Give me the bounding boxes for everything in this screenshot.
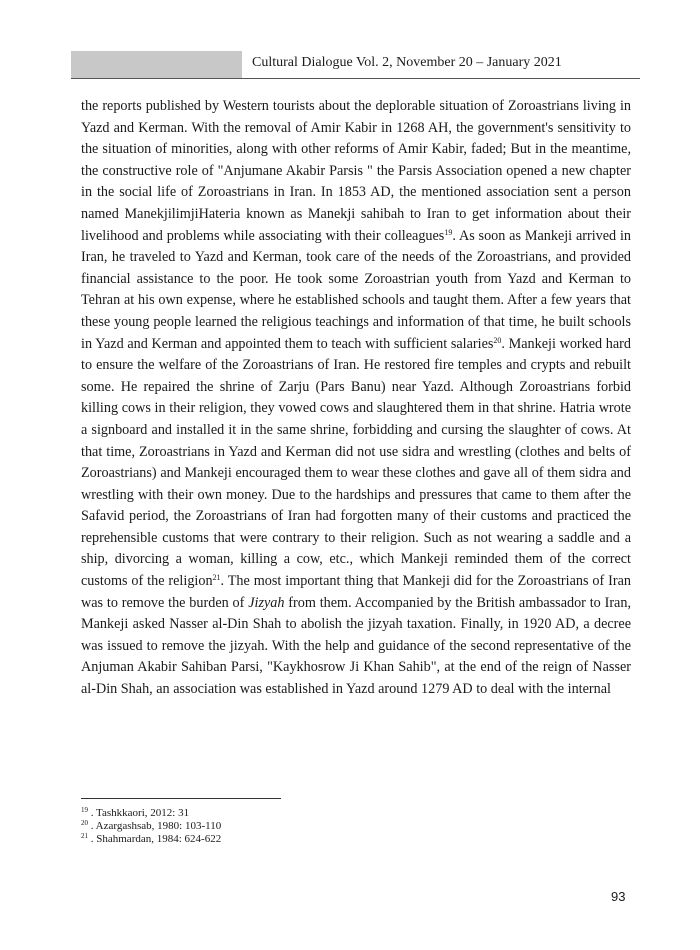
body-text-segment: from them. Accompanied by the British ambassador to Iran, Mankeji asked Nasser al-Din Shah to abolish the jizyah taxation. Finally, in 1920 AD, a decree was issued to remove the jizyah. With the help and guidance of the second representative of the Anjuman Akabir Sahiban Parsi, "Kaykhosrow Ji Khan Sahib", at the end of the reign of Nasser al-Din Shah, an association was established in Yazd around 1279 AD to deal with the internal [81, 594, 631, 698]
header-gray-block [71, 51, 242, 78]
italic-term: Jizyah [248, 594, 285, 611]
footnotes [81, 807, 481, 846]
header-rule [71, 78, 640, 79]
footnote-rule [81, 798, 281, 799]
footnote-ref-21[interactable]: 21 [212, 573, 221, 583]
footnote-21 [81, 833, 481, 846]
footnote-number: 19 [81, 806, 88, 814]
footnote-text: . Shahmardan, 1984: 624-622 [88, 833, 222, 845]
body-paragraph [81, 96, 631, 701]
body-text-segment: . Mankeji worked hard to ensure the welfare of the Zoroastrians of Iran. He restored fire temples and crypts and rebuilt some. He repaired the shrine of Zarju (Pars Banu) near Yazd. Although Zoroastrians forbid killing cows in their religion, they vowed cows and slaughtered them in that shrine. Hatria wrote a signboard and installed it in the same shrine, forbidding and cursing the slaughter of cows. At that time, Zoroastrians in Yazd and Kerman did not use sidra and wrestling (clothes and belts of Zoroastrians) and Mankeji encouraged them to wear these clothes and gave all of them sidra and wrestling with their own money. Due to the hardships and pressures that came to them after the Safavid period, the Zoroastrians of Iran had forgotten many of their customs and practiced the reprehensible customs that were contrary to their religion. Such as not wearing a saddle and a ship, divorcing a woman, killing a cow, etc., which Mankeji reminded them of the correct customs of the religion [81, 335, 631, 590]
footnote-number: 21 [81, 832, 88, 840]
body-text-segment: the reports published by Western tourists about the deplorable situation of Zoroastrians living in Yazd and Kerman. With the removal of Amir Kabir in 1268 AH, the government's sensitivity to the situation of minorities, along with other reforms of Amir Kabir, faded; But in the meantime, the constructive role of "Anjumane Akabir Parsis " the Parsis Association opened a new chapter in the social life of Zoroastrians in Iran. In 1853 AD, the mentioned association sent a person named ManekjilimjiHateria known as Manekji sahibah to Iran to get information about their livelihood and problems while associating with their colleagues [81, 98, 631, 244]
running-header: Cultural Dialogue Vol. 2, November 20 – January 2021 [252, 55, 562, 70]
page-number: 93 [611, 889, 626, 904]
footnote-number: 20 [81, 819, 88, 827]
footnote-ref-20[interactable]: 20 [493, 335, 502, 345]
footnote-text: . Azargashsab, 1980: 103-110 [88, 820, 222, 832]
body-text-segment: . The most important thing that Mankeji did for the Zoroastrians of Iran was to remove the burden of [81, 573, 631, 611]
footnote-20 [81, 820, 481, 833]
footnote-19 [81, 807, 481, 820]
footnote-ref-19[interactable]: 19 [444, 227, 453, 237]
footnote-text: . Tashkkaori, 2012: 31 [88, 807, 190, 819]
body-text [81, 96, 631, 701]
body-text-segment: . As soon as Mankeji arrived in Iran, he traveled to Yazd and Kerman, took care of the needs of the Zoroastrians, and provided financial assistance to the poor. He took some Zoroastrian youth from Yazd and Kerman to Tehran at his own expense, where he established schools and taught them. After a few years that these young people learned the religious teachings and information of that time, he built schools in Yazd and Kerman and appointed them to teach with sufficient salaries [81, 227, 632, 352]
